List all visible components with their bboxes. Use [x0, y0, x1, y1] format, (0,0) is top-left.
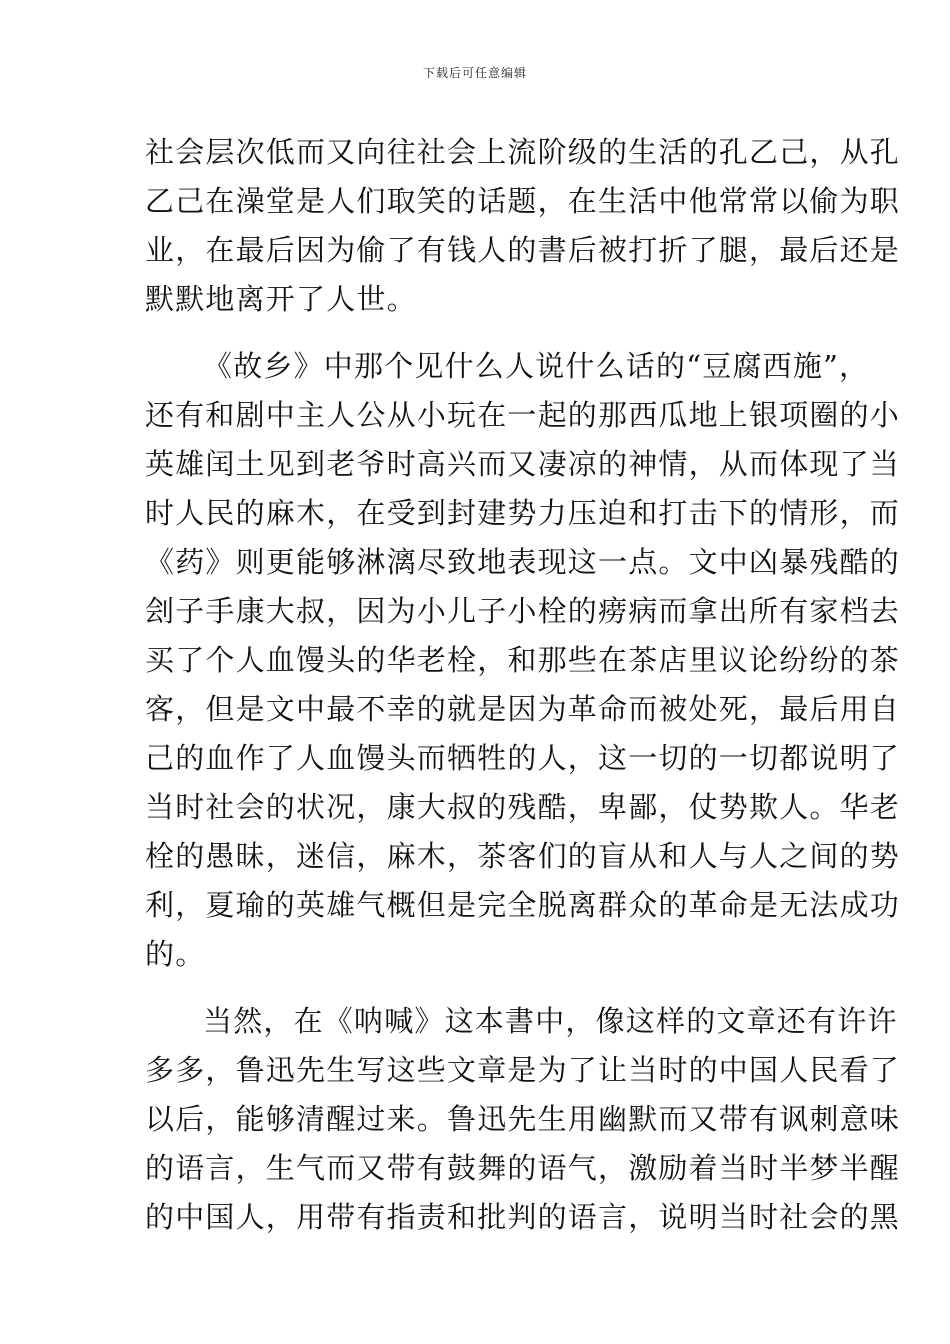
text-line: 《故乡》中那个见什么人说什么话的“豆腐西施”， — [203, 349, 870, 383]
page-header: 下载后可任意编辑 — [422, 66, 527, 80]
text-line: 当时社会的状况，康大叔的残酷，卑鄙，仗势欺人。华老 — [145, 790, 901, 824]
text-line: 买了个人血馒头的华老栓，和那些在茶店里议论纷纷的茶 — [145, 643, 901, 677]
text-line: 还有和剧中主人公从小玩在一起的那西瓜地上银项圈的小 — [145, 398, 901, 432]
text-line: 乙己在澡堂是人们取笑的话题，在生活中他常常以偷为职 — [145, 184, 901, 218]
text-line: 己的血作了人血馒头而牺牲的人，这一切的一切都说明了 — [145, 741, 901, 775]
text-line: 栓的愚昧，迷信，麻木，茶客们的盲从和人与人之间的势 — [145, 839, 901, 873]
text-line: 《药》则更能够淋漓尽致地表现这一点。文中凶暴残酷的 — [145, 545, 901, 579]
text-line: 社会层次低而又向往社会上流阶级的生活的孔乙己，从孔 — [145, 135, 901, 169]
text-line: 当然，在《呐喊》这本書中，像这样的文章还有许许 — [203, 1004, 898, 1038]
text-line: 的。 — [145, 937, 206, 971]
paragraph-1 — [145, 128, 901, 324]
paragraph-3 — [145, 997, 901, 1242]
text-line: 的中国人，用带有指责和批判的语言，说明当时社会的黑 — [145, 1200, 901, 1234]
text-line: 英雄闰土见到老爷时高兴而又凄凉的神情，从而体现了当 — [145, 447, 901, 481]
text-line: 默默地离开了人世。 — [145, 282, 417, 316]
text-line: 多多，鲁迅先生写这些文章是为了让当时的中国人民看了 — [145, 1053, 901, 1087]
paragraph-2 — [145, 342, 901, 979]
text-line: 以后，能够清醒过来。鲁迅先生用幽默而又带有讽刺意味 — [145, 1102, 901, 1136]
text-line: 客，但是文中最不幸的就是因为革命而被处死，最后用自 — [145, 692, 901, 726]
body-text — [145, 128, 901, 1242]
text-line: 业，在最后因为偷了有钱人的書后被打折了腿，最后还是 — [145, 233, 901, 267]
text-line: 刽子手康大叔，因为小儿子小栓的痨病而拿出所有家档去 — [145, 594, 901, 628]
text-line: 时人民的麻木，在受到封建势力压迫和打击下的情形，而 — [145, 496, 901, 530]
text-line: 的语言，生气而又带有鼓舞的语气，激励着当时半梦半醒 — [145, 1151, 901, 1185]
text-line: 利，夏瑜的英雄气概但是完全脱离群众的革命是无法成功 — [145, 888, 901, 922]
